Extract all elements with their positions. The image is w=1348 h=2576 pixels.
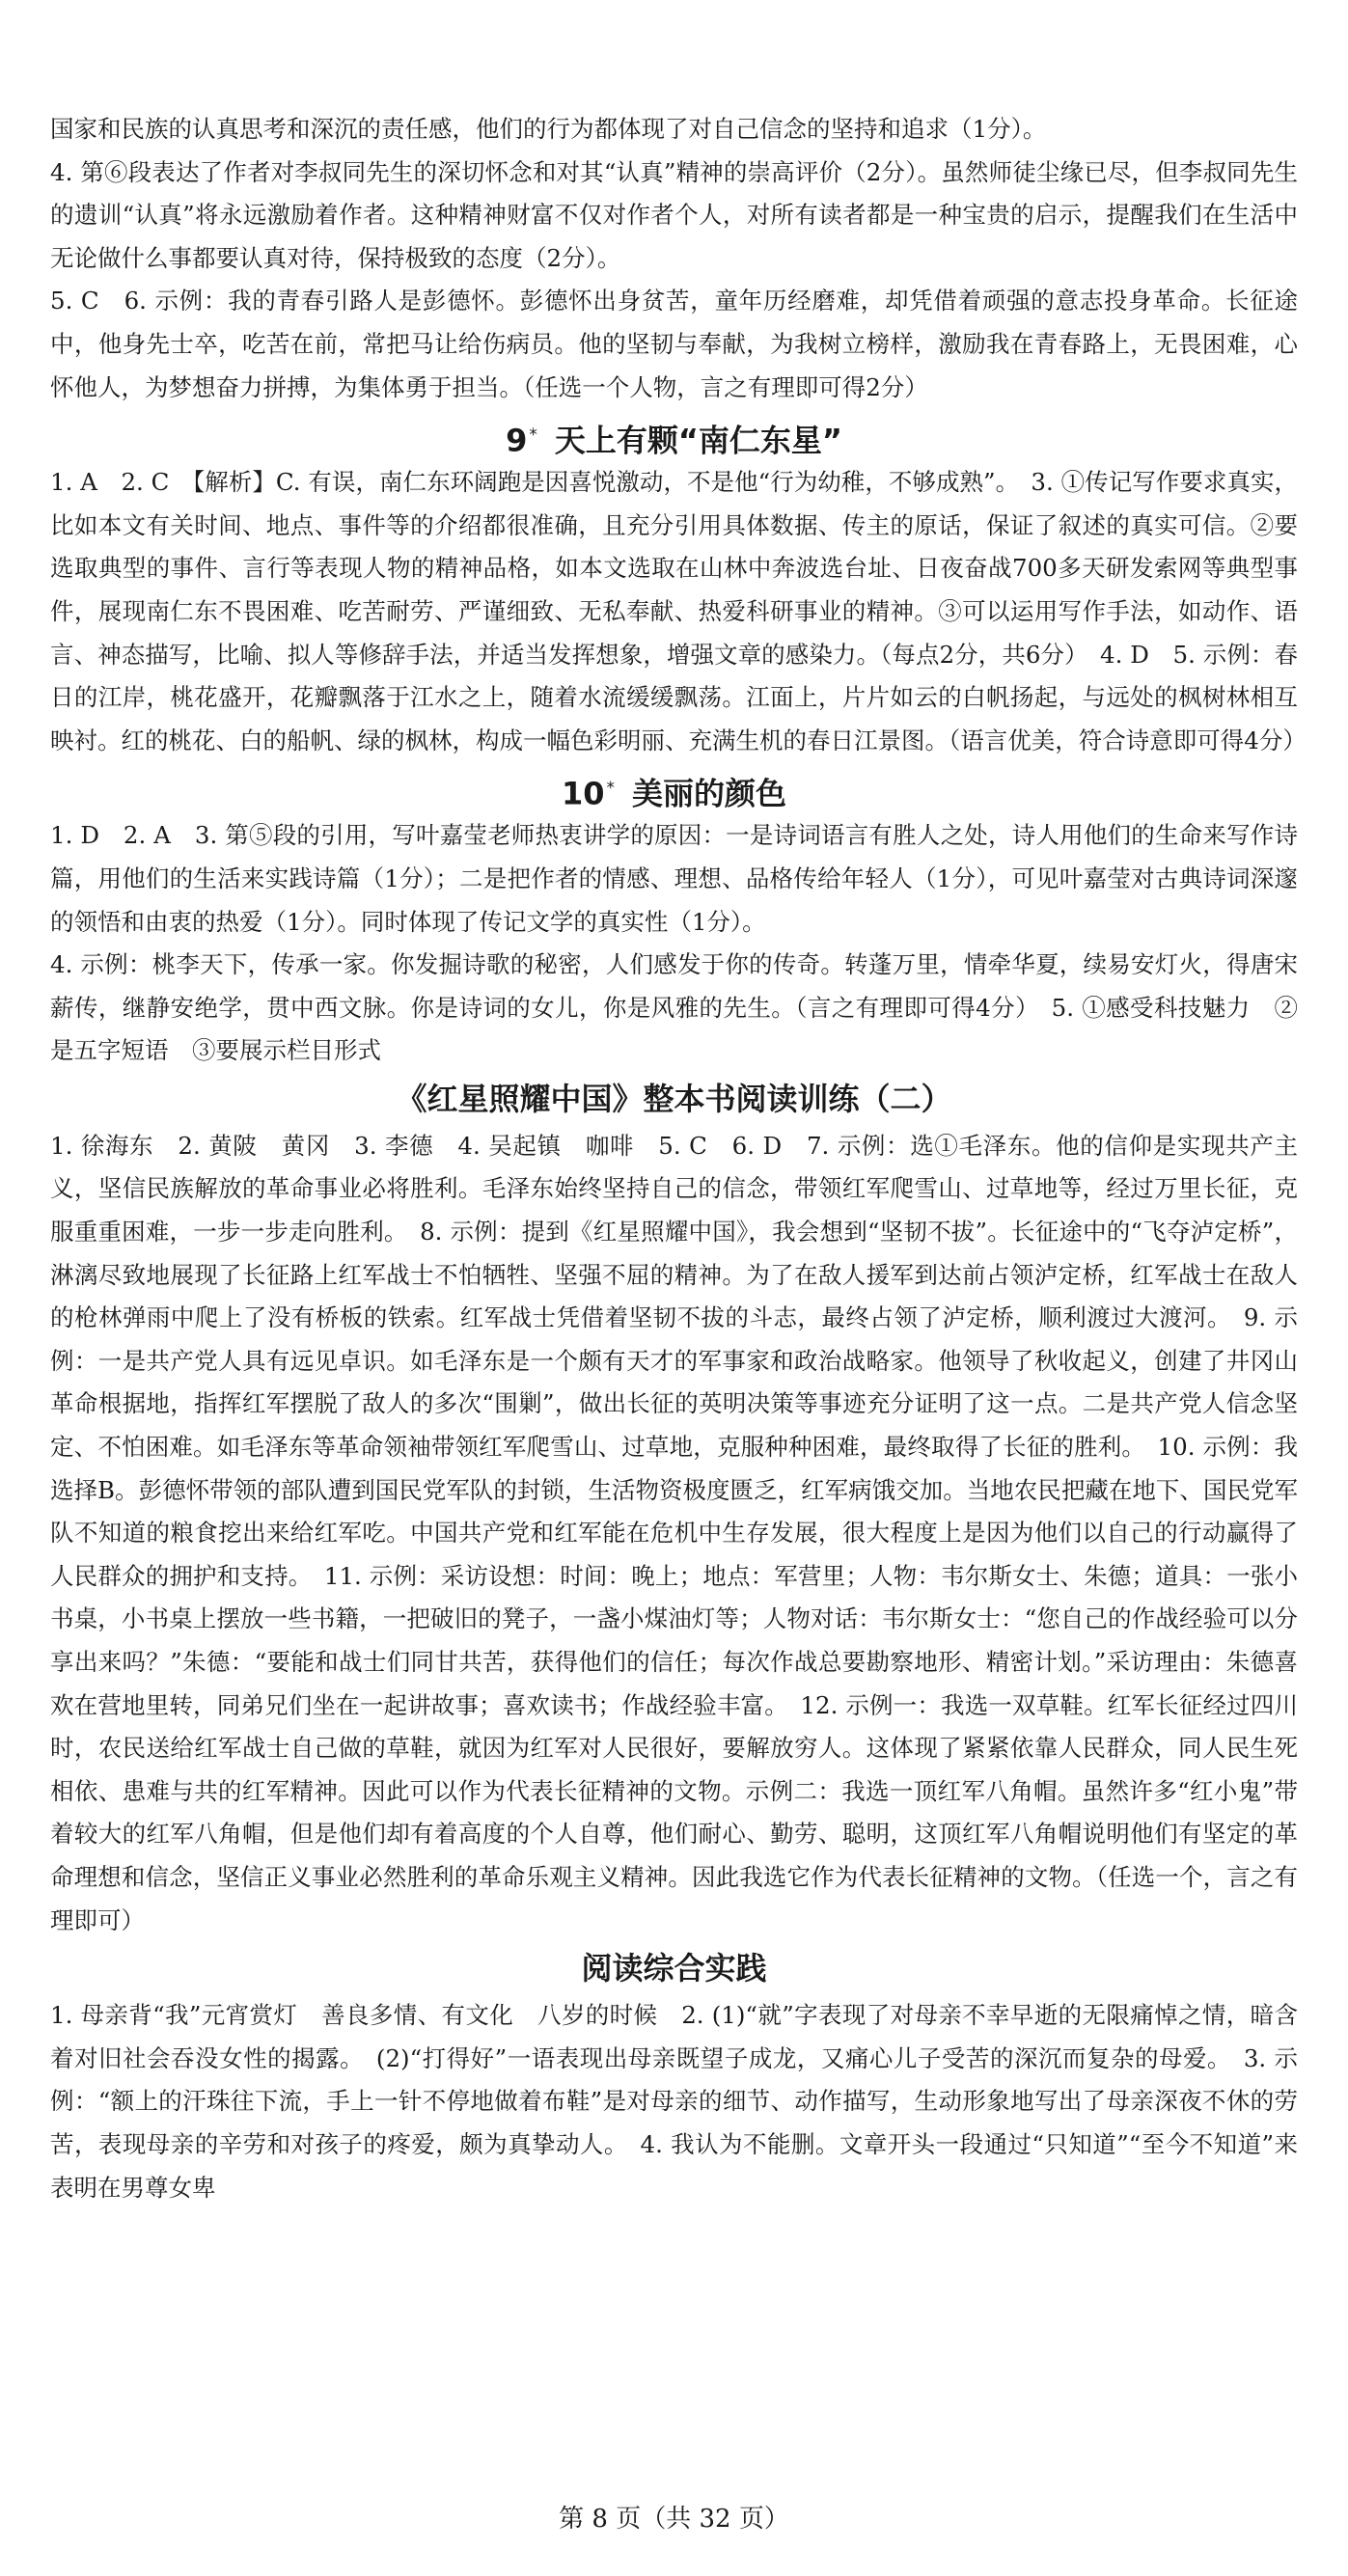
page-content xyxy=(50,108,1307,2209)
section-number: 9 xyxy=(506,422,528,459)
section-title: 天上有颗“南仁东星” xyxy=(554,422,842,459)
paragraph: 4. 第⑥段表达了作者对李叔同先生的深切怀念和对其“认真”精神的崇高评价（2分）。虽然师徒尘缘已尽，但李叔同先生的遗训“认真”将永远激励着作者。这种精神财富不仅对作者个人，对所有读者都是一种宝贵的启示，提醒我们在生活中无论做什么事都要认真对待，保持极致的态度（2分）。 xyxy=(50,157,1298,272)
section-heading xyxy=(50,409,1298,461)
section-mark: * xyxy=(606,779,615,799)
paragraph: 1. D 2. A 3. 第⑤段的引用，写叶嘉莹老师热衷讲学的原因：一是诗词语言有胜人之处，诗人用他们的生命来写作诗篇，用他们的生活来实践诗篇（1分）；二是把作者的情感、理想、品格传给年轻人（1分），可见叶嘉莹对古典诗词深邃的领悟和由衷的热爱（1分）。同时体现了传记文学的真实性（1分）。 xyxy=(50,821,1298,936)
section-number: 10 xyxy=(561,775,605,812)
paragraph: 5. C 6. 示例：我的青春引路人是彭德怀。彭德怀出身贫苦，童年历经磨难，却凭借着顽强的意志投身革命。长征途中，他身先士卒，吃苦在前，常把马让给伤病员。他的坚韧与奉献，为我树立榜样，激励我在青春路上，无畏困难，心怀他人，为梦想奋力拼搏，为集体勇于担当。（任选一个人物，言之有理即可得2分） xyxy=(50,287,1298,401)
section-title: 美丽的颜色 xyxy=(632,775,787,812)
section-heading xyxy=(50,1942,1298,1994)
paragraph: 国家和民族的认真思考和深沉的责任感，他们的行为都体现了对自己信念的坚持和追求（1分）。 xyxy=(50,115,1047,143)
section-title: 阅读综合实践 xyxy=(581,1950,767,1987)
page-footer: 第 8 页（共 32 页） xyxy=(559,2505,789,2534)
paragraph: 1. 徐海东 2. 黄陂 黄冈 3. 李德 4. 吴起镇 咖啡 5. C 6. D 7. 示例：选①毛泽东。他的信仰是实现共产主义，坚信民族解放的革命事业必将胜利。毛泽东始终坚持自己的信念，带领红军爬雪山、过草地等，经过万里长征，克服重重困难，一步一步走向胜利。 8. 示例：提到《红星照耀中国》，我会想到“坚韧不拔”。长征途中的“飞夺泸定桥”，淋漓尽致地展现了长征路上红军战士不怕牺牲、坚强不屈的精神。为了在敌人援军到达前占领泸定桥，红军战士在敌人的枪林弹雨中爬上了没有桥板的铁索。红军战士凭借着坚韧不拔的斗志，最终占领了泸定桥，顺利渡过大渡河。 9. 示例：一是共产党人具有远见卓识。如毛泽东是一个颇有天才的军事家和政治战略家。他领导了秋收起义，创建了井冈山革命根据地，指挥红军摆脱了敌人的多次“围剿”，做出长征的英明决策等事迹充分证明了这一点。二是共产党人信念坚定、不怕困难。如毛泽东等革命领袖带领红军爬雪山、过草地，克服种种困难，最终取得了长征的胜利。 10. 示例：我选择B。彭德怀带领的部队遭到国民党军队的封锁，生活物资极度匮乏，红军病饿交加。当地农民把藏在地下、国民党军队不知道的粮食挖出来给红军吃。中国共产党和红军能在危机中生存发展，很大程度上是因为他们以自己的行动赢得了人民群众的拥护和支持。 11. 示例：采访设想：时间：晚上；地点：军营里；人物：韦尔斯女士、朱德；道具：一张小书桌，小书桌上摆放一些书籍，一把破旧的凳子，一盏小煤油灯等；人物对话：韦尔斯女士：“您自己的作战经验可以分享出来吗？”朱德：“要能和战士们同甘共苦，获得他们的信任；每次作战总要勘察地形、精密计划。”采访理由：朱德喜欢在营地里转，同弟兄们坐在一起讲故事；喜欢读书；作战经验丰富。 12. 示例一：我选一双草鞋。红军长征经过四川时，农民送给红军战士自己做的草鞋，就因为红军对人民很好，要解放穷人。这体现了紧紧依靠人民群众，同人民生死相依、患难与共的红军精神。因此可以作为代表长征精神的文物。示例二：我选一顶红军八角帽。虽然许多“红小鬼”带着较大的红军八角帽，但是他们却有着高度的个人自尊，他们耐心、勤劳、聪明，这顶红军八角帽说明他们有坚定的革命理想和信念，坚信正义事业必然胜利的革命乐观主义精神。因此我选它作为代表长征精神的文物。（任选一个，言之有理即可） xyxy=(50,1131,1298,1934)
section-heading xyxy=(50,762,1298,814)
section-title: 《红星照耀中国》整本书阅读训练（二） xyxy=(396,1080,952,1117)
paragraph: 1. A 2. C 【解析】C. 有误，南仁东环阔跑是因喜悦激动，不是他“行为幼稚，不够成熟”。 3. ①传记写作要求真实，比如本文有关时间、地点、事件等的介绍都很准确，且充分引用具体数据、传主的原话，保证了叙述的真实可信。②要选取典型的事件、言行等表现人物的精神品格，如本文选取在山林中奔波选台址、日夜奋战700多天研发索网等典型事件，展现南仁东不畏困难、吃苦耐劳、严谨细致、无私奉献、热爱科研事业的精神。③可以运用写作手法，如动作、语言、神态描写，比喻、拟人等修辞手法，并适当发挥想象，增强文章的感染力。（每点2分，共6分） 4. D 5. 示例：春日的江岸，桃花盛开，花瓣飘落于江水之上，随着水流缓缓飘荡。江面上，片片如云的白帆扬起，与远处的枫树林相互映衬。红的桃花、白的船帆、绿的枫林，构成一幅色彩明丽、充满生机的春日江景图。（语言优美，符合诗意即可得4分） xyxy=(50,468,1307,754)
section-heading xyxy=(50,1073,1298,1125)
section-mark: * xyxy=(529,425,537,446)
paragraph: 4. 示例：桃李天下，传承一家。你发掘诗歌的秘密，人们感发于你的传奇。转蓬万里，情牵华夏，续易安灯火，得唐宋薪传，继静安绝学，贯中西文脉。你是诗词的女儿，你是风雅的先生。（言之有理即可得4分） 5. ①感受科技魅力 ②是五字短语 ③要展示栏目形式 xyxy=(50,950,1298,1065)
paragraph: 1. 母亲背“我”元宵赏灯 善良多情、有文化 八岁的时候 2. (1)“就”字表现了对母亲不幸早逝的无限痛悼之情，暗含着对旧社会吞没女性的揭露。 (2)“打得好”一语表现出母亲既望子成龙，又痛心儿子受苦的深沉而复杂的母爱。 3. 示例：“额上的汗珠往下流，手上一针不停地做着布鞋”是对母亲的细节、动作描写，生动形象地写出了母亲深夜不休的劳苦，表现母亲的辛劳和对孩子的疼爱，颇为真挚动人。 4. 我认为不能删。文章开头一段通过“只知道”“至今不知道”来表明在男尊女卑 xyxy=(50,2001,1298,2202)
